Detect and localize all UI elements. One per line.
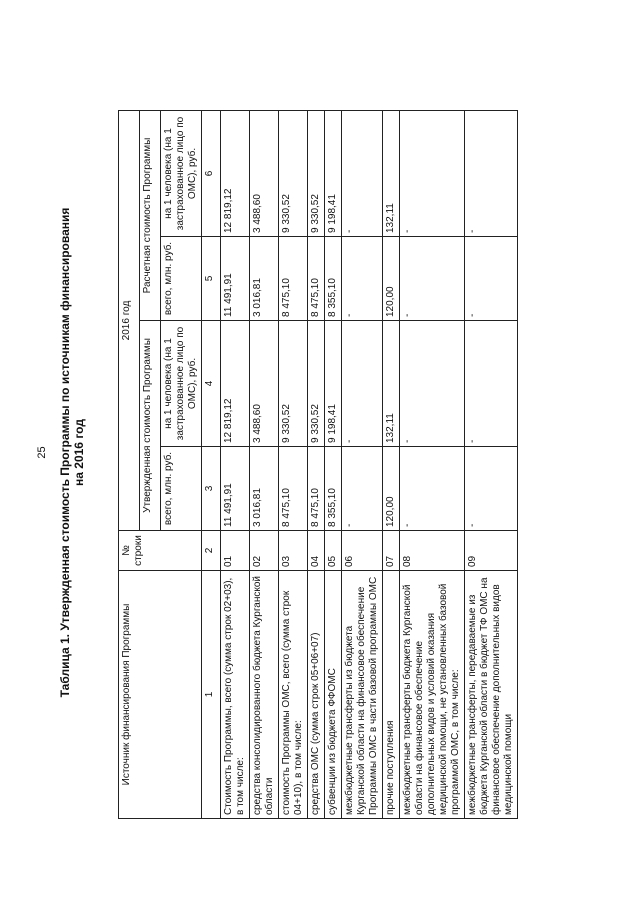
row-number: 06 [342, 531, 383, 571]
approved-per-person: 9 330,52 [308, 321, 325, 447]
calculated-per-person: 9 330,52 [279, 111, 308, 237]
approved-total: 120,00 [383, 447, 400, 531]
approved-per-person: 9 198,41 [325, 321, 342, 447]
financing-table [118, 110, 518, 819]
table-row [221, 111, 250, 819]
approved-per-person: - [400, 321, 465, 447]
row-name: стоимость Программы ОМС, всего (сумма строк 04+10), в том числе: [279, 571, 308, 819]
row-name: межбюджетные трансферты, передаваемые из бюджета Курганской области в бюджет ТФ ОМС на финансовое обеспечение дополнительных видов медицинской помощи [465, 571, 518, 819]
approved-per-person: - [465, 321, 518, 447]
title-line-1: Таблица 1. Утвержденная стоимость Программы по источникам финансирования [58, 207, 72, 698]
calculated-total: - [465, 237, 518, 321]
approved-total: - [465, 447, 518, 531]
row-name: межбюджетные трансферты бюджета Курганской области на финансовое обеспечение дополнительных видов и условий оказания медицинской помощи, не установленных базовой программой ОМС, в том числе: [400, 571, 465, 819]
header-year: 2016 год [119, 111, 140, 531]
approved-per-person: 12 819,12 [221, 321, 250, 447]
table-row [325, 111, 342, 819]
calculated-total: 8 475,10 [279, 237, 308, 321]
column-index: 6 [202, 111, 221, 237]
calculated-per-person: - [342, 111, 383, 237]
header-source: Источник финансирования Программы [119, 571, 202, 819]
row-name: межбюджетные трансферты из бюджета Курганской области на финансовое обеспечение Программы ОМС в части базовой программы ОМС [342, 571, 383, 819]
table-row [342, 111, 383, 819]
table-row [308, 111, 325, 819]
calculated-per-person: - [465, 111, 518, 237]
calculated-total: 11 491,91 [221, 237, 250, 321]
column-index: 4 [202, 321, 221, 447]
column-index: 5 [202, 237, 221, 321]
table-row [465, 111, 518, 819]
row-name: субвенции из бюджета ФФОМС [325, 571, 342, 819]
title-line-2: на 2016 год [72, 419, 86, 486]
approved-total: 8 475,10 [308, 447, 325, 531]
calculated-total: 3 016,81 [250, 237, 279, 321]
row-name: средства ОМС (сумма строк 05+06+07) [308, 571, 325, 819]
calculated-per-person: 12 819,12 [221, 111, 250, 237]
row-number: 02 [250, 531, 279, 571]
header-approved-total: всего, млн. руб. [161, 447, 202, 531]
row-name: Стоимость Программы, всего (сумма строк 02+03), в том числе: [221, 571, 250, 819]
table-row [383, 111, 400, 819]
calculated-total: 8 475,10 [308, 237, 325, 321]
column-index: 2 [202, 531, 221, 571]
calculated-total: 120,00 [383, 237, 400, 321]
calculated-total: - [342, 237, 383, 321]
row-number: 08 [400, 531, 465, 571]
approved-total: 3 016,81 [250, 447, 279, 531]
row-number: 04 [308, 531, 325, 571]
approved-total: - [342, 447, 383, 531]
table-row [250, 111, 279, 819]
calculated-per-person: 3 488,60 [250, 111, 279, 237]
table-row [279, 111, 308, 819]
calculated-per-person: 9 330,52 [308, 111, 325, 237]
calculated-total: 8 355,10 [325, 237, 342, 321]
row-number: 05 [325, 531, 342, 571]
approved-per-person: 9 330,52 [279, 321, 308, 447]
calculated-total: - [400, 237, 465, 321]
row-number: 07 [383, 531, 400, 571]
page-number: 25 [36, 446, 48, 459]
approved-total: 11 491,91 [221, 447, 250, 531]
header-approved: Утвержденная стоимость Программы [140, 321, 161, 531]
header-calculated-per-person: на 1 человека (на 1 застрахованное лицо по ОМС), руб. [161, 111, 202, 237]
table-row [400, 111, 465, 819]
header-approved-per-person: на 1 человека (на 1 застрахованное лицо по ОМС), руб. [161, 321, 202, 447]
header-calculated-total: всего, млн. руб. [161, 237, 202, 321]
approved-per-person: - [342, 321, 383, 447]
calculated-per-person: 132,11 [383, 111, 400, 237]
row-name: прочие поступления [383, 571, 400, 819]
approved-total: - [400, 447, 465, 531]
row-number: 03 [279, 531, 308, 571]
header-calculated: Расчетная стоимость Программы [140, 111, 161, 321]
calculated-per-person: - [400, 111, 465, 237]
approved-total: 8 355,10 [325, 447, 342, 531]
approved-per-person: 132,11 [383, 321, 400, 447]
column-index: 1 [202, 571, 221, 819]
approved-total: 8 475,10 [279, 447, 308, 531]
column-index: 3 [202, 447, 221, 531]
calculated-per-person: 9 198,41 [325, 111, 342, 237]
header-row-no: № строки [119, 531, 202, 571]
table-title [58, 0, 86, 905]
approved-per-person: 3 488,60 [250, 321, 279, 447]
row-number: 09 [465, 531, 518, 571]
row-name: средства консолидированного бюджета Курганской области [250, 571, 279, 819]
row-number: 01 [221, 531, 250, 571]
